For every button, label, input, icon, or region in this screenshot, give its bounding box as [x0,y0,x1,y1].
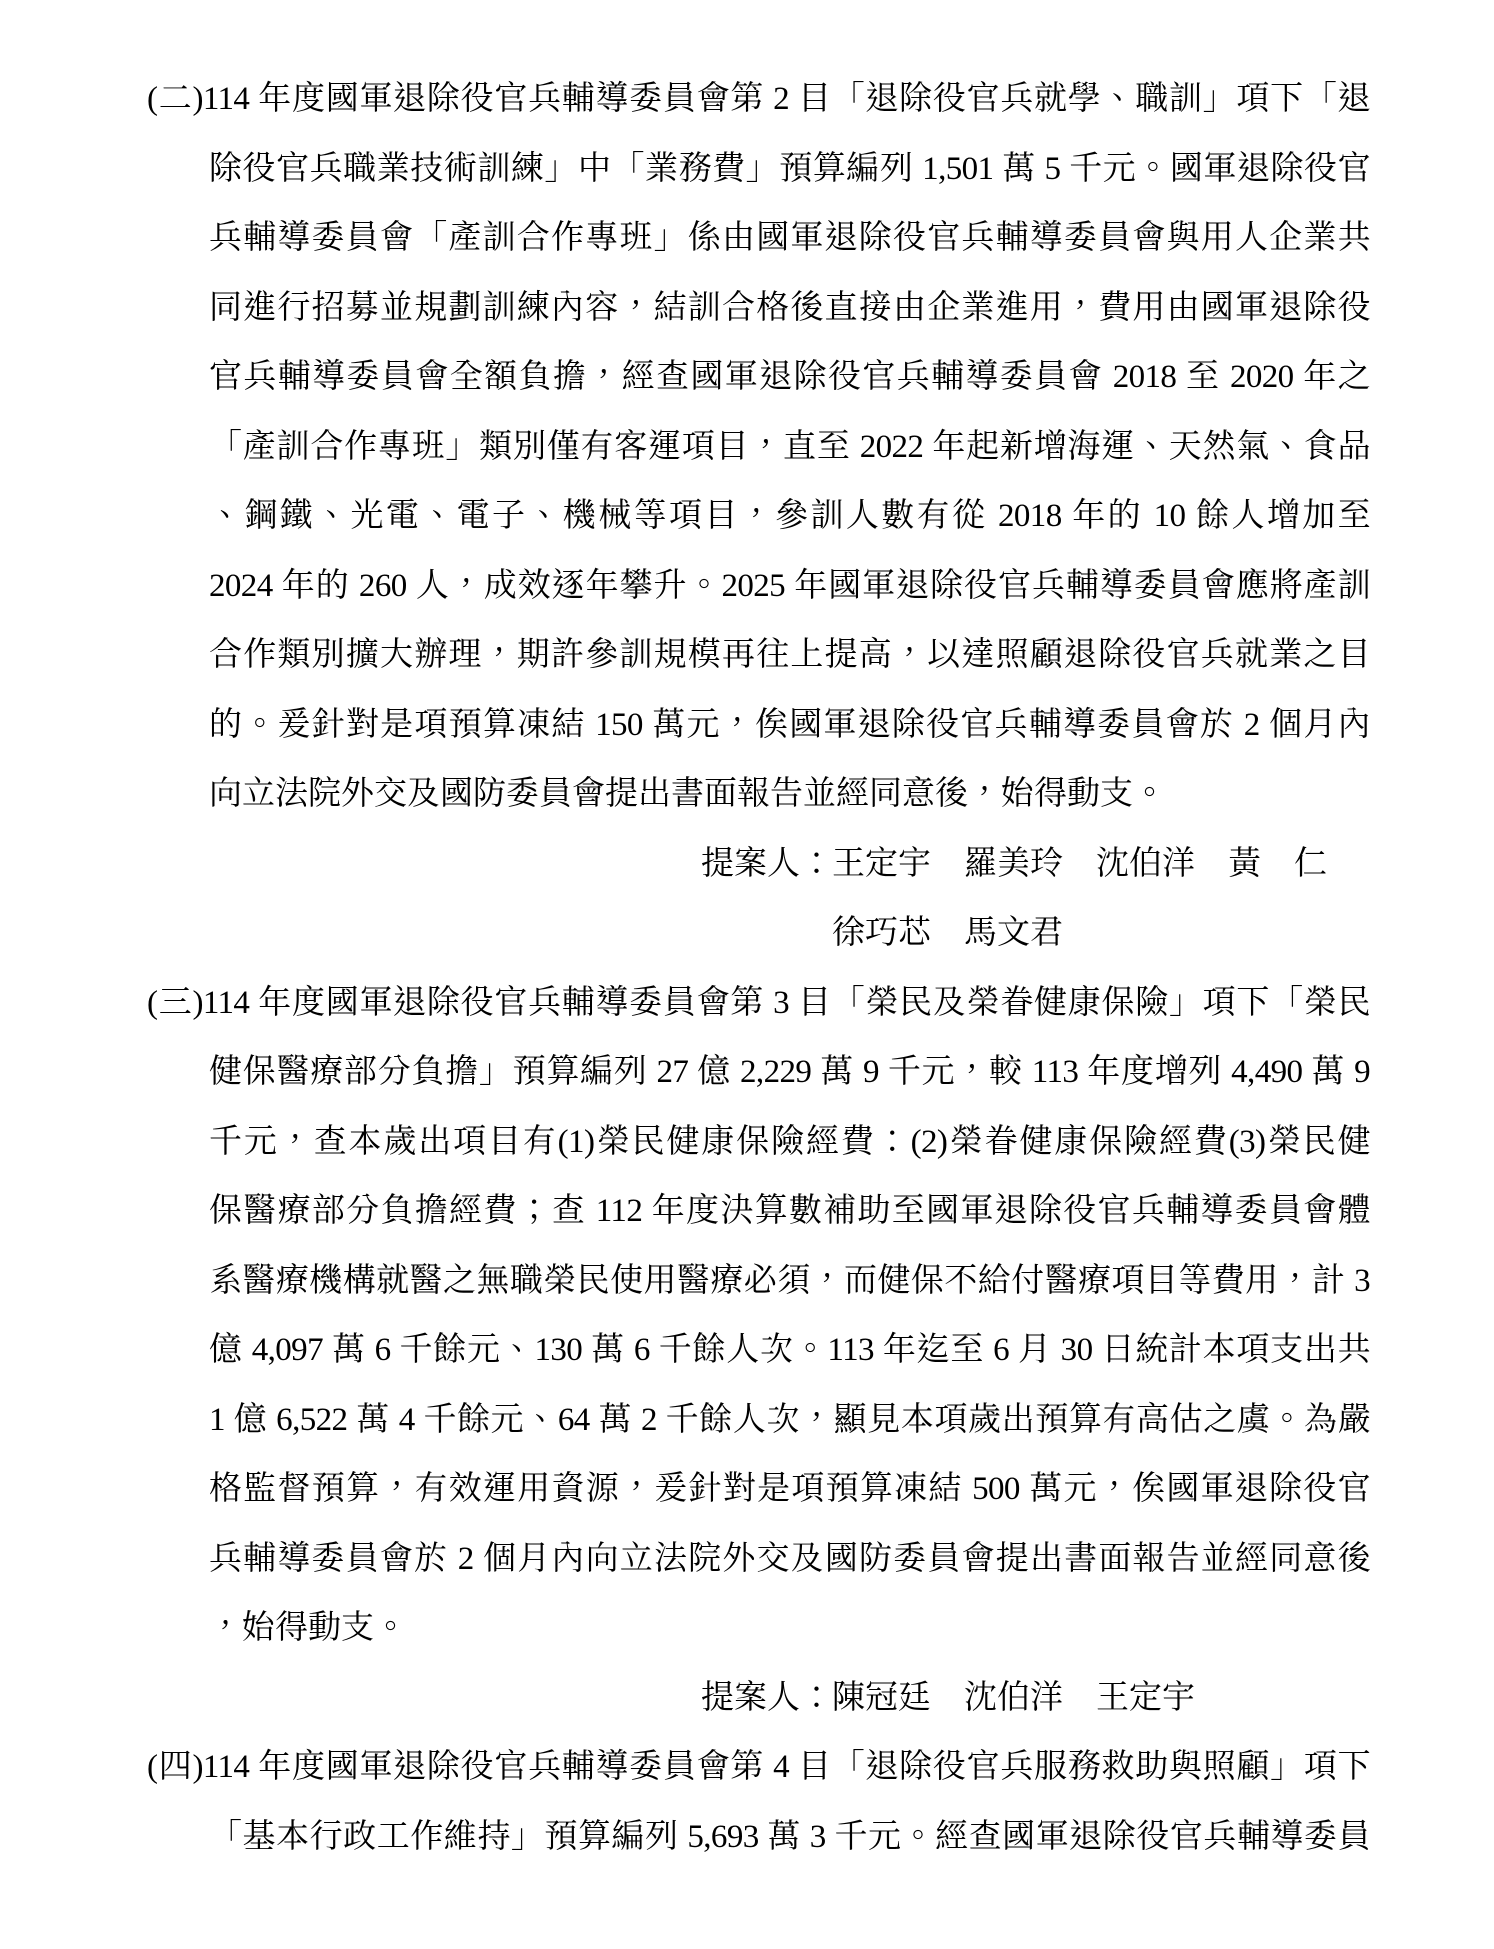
paragraph-line [147,969,1370,1039]
proposer-name: 馬文君 [964,915,1063,951]
paragraph-line: 同進行招募並規劃訓練內容，結訓合格後直接由企業進用，費用由國軍退除役 [209,289,1370,326]
paragraph-line: 「基本行政工作維持」預算編列 5,693 萬 3 千元。經查國軍退除役官兵輔導委員 [209,1818,1370,1855]
proposer-line [0,830,1494,900]
paragraph-line: 、鋼鐵、光電、電子、機械等項目，參訓人數有從 2018 年的 10 餘人增加至 [209,498,1370,534]
proposer-line-continued [0,899,1494,969]
section-number: (二) [147,81,203,117]
section-number: (三) [147,984,203,1021]
proposer-label: 提案人： [701,845,833,882]
proposer-name: 沈伯洋 [1096,845,1195,882]
paragraph-line [147,1733,1370,1803]
paragraph-line: 保醫療部分負擔經費；查 112 年度決算數補助至國軍退除役官兵輔導委員會體 [209,1193,1370,1229]
proposer-name: 沈伯洋 [964,1679,1063,1716]
paragraph-line: 合作類別擴大辦理，期許參訓規模再往上提高，以達照顧退除役官兵就業之目 [209,637,1370,673]
paragraph-line: 「產訓合作專班」類別僅有客運項目，直至 2022 年起新增海運、天然氣、食品 [209,428,1370,465]
proposer-label: 提案人： [701,1679,833,1716]
paragraph-line: 1 億 6,522 萬 4 千餘元、64 萬 2 千餘人次，顯見本項歲出預算有高估之虞。為嚴 [209,1401,1370,1438]
proposer-name: 王定宇 [1096,1679,1195,1716]
document-body [0,65,1494,1872]
paragraph-line: 千元，查本歲出項目有(1)榮民健康保險經費：(2)榮眷健康保險經費(3)榮民健 [209,1123,1370,1160]
section-2 [0,65,1494,969]
paragraph-line: ，始得動支。 [209,1610,407,1646]
paragraph-line: 億 4,097 萬 6 千餘元、130 萬 6 千餘人次。113 年迄至 6 月 30 日統計本項支出共 [209,1332,1370,1368]
paragraph-line: 兵輔導委員會「產訓合作專班」係由國軍退除役官兵輔導委員會與用人企業共 [209,220,1370,256]
section-4 [0,1733,1494,1872]
proposer-name: 羅美玲 [964,845,1063,882]
line-text: 114 年度國軍退除役官兵輔導委員會第 4 目「退除役官兵服務救助與照顧」項下 [202,1749,1370,1785]
proposer-name: 王定宇 [832,845,931,882]
proposer-name: 陳冠廷 [832,1679,931,1716]
proposer-name: 黃 仁 [1228,845,1327,882]
paragraph-line: 2024 年的 260 人，成效逐年攀升。2025 年國軍退除役官兵輔導委員會應將產訓 [209,567,1370,604]
paragraph-line: 健保醫療部分負擔」預算編列 27 億 2,229 萬 9 千元，較 113 年度增列 4,490 萬 9 [209,1054,1370,1090]
paragraph-line [147,65,1370,135]
line-text: 114 年度國軍退除役官兵輔導委員會第 2 目「退除役官兵就學、職訓」項下「退 [202,81,1370,117]
line-text: 114 年度國軍退除役官兵輔導委員會第 3 目「榮民及榮眷健康保險」項下「榮民 [202,984,1370,1021]
paragraph-line: 向立法院外交及國防委員會提出書面報告並經同意後，始得動支。 [209,776,1166,812]
paragraph-line: 的。爰針對是項預算凍結 150 萬元，俟國軍退除役官兵輔導委員會於 2 個月內 [209,706,1370,743]
proposer-line [0,1664,1494,1734]
section-3 [0,969,1494,1734]
paragraph-line: 系醫療機構就醫之無職榮民使用醫療必須，而健保不給付醫療項目等費用，計 3 [209,1262,1370,1299]
section-number: (四) [147,1749,203,1785]
paragraph-line: 除役官兵職業技術訓練」中「業務費」預算編列 1,501 萬 5 千元。國軍退除役官 [209,150,1370,187]
paragraph-line: 官兵輔導委員會全額負擔，經查國軍退除役官兵輔導委員會 2018 至 2020 年之 [209,359,1370,395]
proposer-name: 徐巧芯 [832,915,931,951]
paragraph-line: 兵輔導委員會於 2 個月內向立法院外交及國防委員會提出書面報告並經同意後 [209,1540,1370,1577]
paragraph-line: 格監督預算，有效運用資源，爰針對是項預算凍結 500 萬元，俟國軍退除役官 [209,1471,1370,1507]
